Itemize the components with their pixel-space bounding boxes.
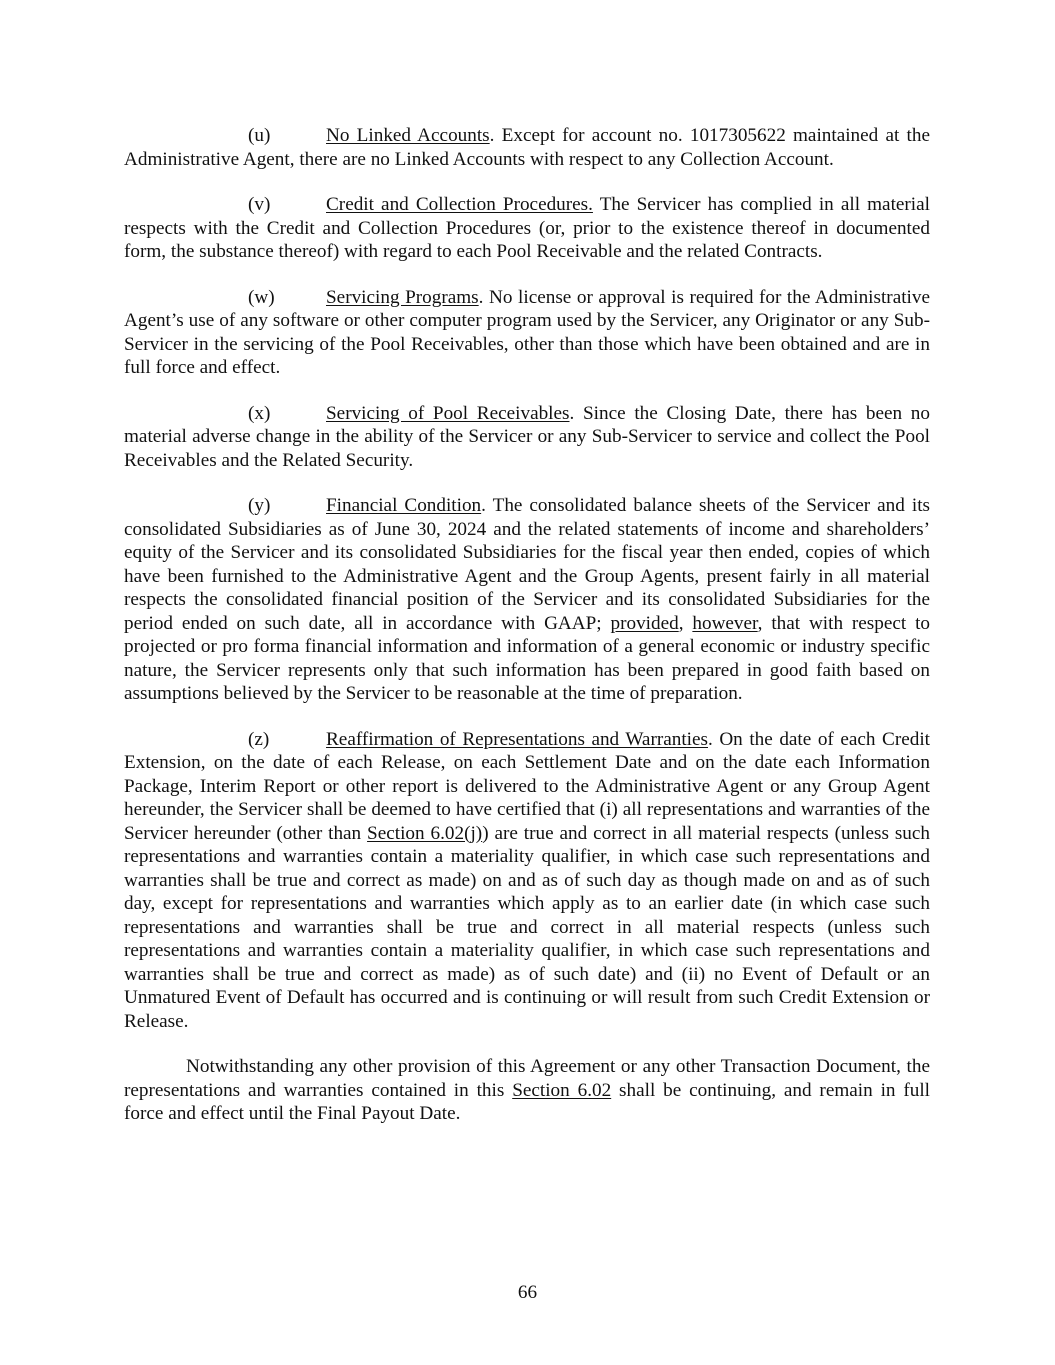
provided-term: provided	[610, 612, 679, 634]
paragraph-body-continued: , that with respect to projected or pro forma financial information and information of a general economic or industry specific nature, the Servicer represents only that such information has been prepared in good faith based on assumptions believed by the Servicer to be reasonable at the time of preparation.	[124, 612, 931, 704]
closing-body-continued: shall be continuing, and remain in full force and effect until the Final Payout Date.	[124, 1079, 930, 1124]
paragraph-label: (y)	[248, 495, 271, 516]
paragraph-heading: Credit and Collection Procedures.	[326, 194, 593, 215]
section-reference: Section 6.02(j)	[367, 822, 483, 844]
paragraph-body-continued: ) are true and correct in all material respects (unless such representations and warranties contain a materiality qualifier, in which case such representations and warranties shall be true and correct as made) on and as of such day as though made on and as of such day, except for representations and warranties which apply as to an earlier date (in which case such representations and warranties shall be true and correct in all material respects (unless such representations and warranties contain a materiality qualifier, in which case such representations and warranties shall be true and correct as made) as of such date) and (ii) no Event of Default or an Unmatured Event of Default has occurred and is continuing or will result from such Credit Extension or Release.	[124, 822, 930, 1032]
paragraph-w	[124, 286, 930, 380]
paragraph-body: . On the date of each Credit Extension, on the date of each Release, on each Settlement Date and on the date each Information Package, Interim Report or other report is delivered to the Administrative Agent or any Group Agent hereunder, the Servicer shall be deemed to have certified that (i) all representations and warranties of the Servicer hereunder (other than	[124, 728, 930, 844]
paragraph-body: . The consolidated balance sheets of the Servicer and its consolidated Subsidiaries as of June 30, 2024 and the related statements of income and shareholders’ equity of the Servicer and its consolidated Subsidiaries for the fiscal year then ended, copies of which have been furnished to the Administrative Agent and the Group Agents, present fairly in all material respects the consolidated financial position of the Servicer and its consolidated Subsidiaries for the period ended on such date, all in accordance with GAAP;	[124, 495, 930, 634]
paragraph-u	[124, 124, 930, 171]
closing-body: Notwithstanding any other provision of this Agreement or any other Transaction Document, the representations and warranties contained in this	[124, 1056, 930, 1101]
paragraph-heading: Servicing Programs	[326, 286, 479, 308]
document-body	[124, 124, 930, 1148]
paragraph-body: . No license or approval is required for the Administrative Agent’s use of any software or other computer program used by the Servicer, any Originator or any Sub-Servicer in the servicing of the Pool Receivables, other than those which have been obtained and are in full force and effect.	[124, 286, 930, 378]
paragraph-v	[124, 193, 930, 264]
paragraph-heading: Financial Condition	[326, 495, 482, 516]
paragraph-heading: No Linked Accounts	[326, 125, 490, 146]
closing-paragraph	[124, 1055, 930, 1126]
paragraph-y	[124, 494, 930, 706]
paragraph-label: (u)	[248, 125, 271, 146]
paragraph-heading: Reaffirmation of Representations and Warranties	[326, 728, 708, 750]
paragraph-body: . Since the Closing Date, there has been no material adverse change in the ability of the Servicer or any Sub-Servicer to service and collect the Pool Receivables and the Related Security.	[124, 402, 930, 471]
paragraph-z	[124, 728, 930, 1034]
page-number: 66	[517, 1282, 538, 1303]
section-reference: Section 6.02	[512, 1079, 612, 1101]
paragraph-heading: Servicing of Pool Receivables	[326, 402, 570, 424]
paragraph-label: (z)	[248, 728, 270, 750]
however-term: however	[692, 612, 758, 634]
paragraph-label: (w)	[248, 286, 275, 308]
paragraph-x	[124, 402, 930, 473]
paragraph-label: (v)	[248, 194, 271, 215]
paragraph-label: (x)	[248, 402, 271, 424]
comma-separator: ,	[678, 612, 693, 634]
paragraph-body: . Except for account no. 1017305622 maintained at the Administrative Agent, there are no Linked Accounts with respect to any Collection Account.	[124, 125, 930, 170]
paragraph-body: The Servicer has complied in all material respects with the Credit and Collection Procedures (or, prior to the existence thereof in documented form, the substance thereof) with regard to each Pool Receivable and the related Contracts.	[124, 194, 930, 262]
